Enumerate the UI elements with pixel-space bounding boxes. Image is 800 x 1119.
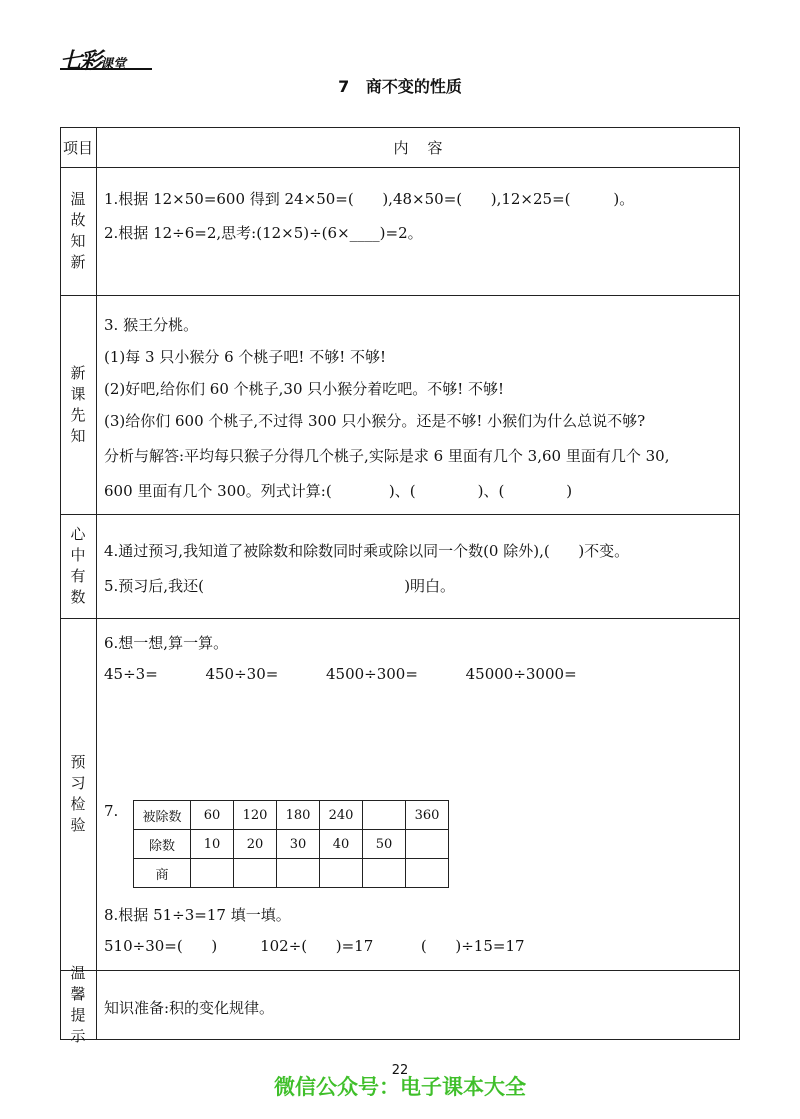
- row-head-dividend: 被除数: [134, 801, 191, 830]
- table-cell: 20: [234, 830, 277, 859]
- table-cell: [363, 859, 406, 888]
- table-cell: 60: [191, 801, 234, 830]
- section-label-review: 温故知新: [70, 190, 86, 271]
- question-3-analysis: 分析与解答:平均每只猴子分得几个桃子,实际是求 6 里面有几个 3,60 里面有几个 30,: [104, 447, 670, 465]
- row-divider: [60, 167, 740, 168]
- table-cell: 30: [277, 830, 320, 859]
- question-7-label: 7.: [104, 802, 119, 820]
- logo-main: 七彩: [60, 49, 101, 74]
- row-divider: [60, 295, 740, 296]
- table-cell: [234, 859, 277, 888]
- table-cell: [320, 859, 363, 888]
- table-cell: [191, 859, 234, 888]
- question-3-part-1: (1)每 3 只小猴分 6 个桃子吧! 不够! 不够!: [104, 348, 387, 366]
- question-8-title: 8.根据 51÷3=17 填一填。: [104, 906, 291, 924]
- question-2: 2.根据 12÷6=2,思考:(12×5)÷(6×____)=2。: [104, 224, 423, 242]
- section-label-tips: 温馨提示: [70, 964, 86, 1045]
- table-cell: 10: [191, 830, 234, 859]
- logo-underline: [60, 68, 152, 70]
- table-cell: 50: [363, 830, 406, 859]
- question-3-title: 3. 猴王分桃。: [104, 316, 199, 334]
- tip-text: 知识准备:积的变化规律。: [104, 999, 275, 1017]
- table-cell: 180: [277, 801, 320, 830]
- table-cell: [277, 859, 320, 888]
- section-label-understanding: 心中有数: [70, 525, 86, 606]
- question-5: 5.预习后,我还( )明白。: [104, 577, 456, 595]
- question-3-part-3: (3)给你们 600 个桃子,不过得 300 只小猴分。还是不够! 小猴们为什么总说不够?: [104, 412, 646, 430]
- table-cell: 40: [320, 830, 363, 859]
- table-row: [134, 801, 449, 830]
- table-cell: [406, 830, 449, 859]
- section-label-check: 预习检验: [70, 753, 86, 834]
- header-content: 内 容: [393, 138, 443, 157]
- division-table: [133, 800, 449, 888]
- table-row: [134, 830, 449, 859]
- table-cell: 360: [406, 801, 449, 830]
- question-3-part-2: (2)好吧,给你们 60 个桃子,30 只小猴分着吃吧。不够! 不够!: [104, 380, 505, 398]
- section-label-new-lesson: 新课先知: [70, 363, 86, 445]
- question-4: 4.通过预习,我知道了被除数和除数同时乘或除以同一个数(0 除外),( )不变。: [104, 542, 630, 560]
- table-cell: 240: [320, 801, 363, 830]
- header-item: 项目: [62, 138, 93, 157]
- question-3-calculation: 600 里面有几个 300。列式计算:( )、( )、( ): [104, 482, 573, 500]
- row-divider: [60, 970, 740, 971]
- row-divider: [60, 514, 740, 515]
- column-divider: [96, 127, 97, 1040]
- table-cell: [363, 801, 406, 830]
- row-head-quotient: 商: [134, 859, 191, 888]
- question-1: 1.根据 12×50=600 得到 24×50=( ),48×50=( ),12×25=( )。: [104, 190, 635, 208]
- page-number: 22: [391, 1063, 409, 1078]
- table-cell: [406, 859, 449, 888]
- page-title: 7 商不变的性质: [338, 77, 462, 96]
- question-6-title: 6.想一想,算一算。: [104, 634, 229, 652]
- logo-sub: 课堂: [100, 57, 127, 72]
- question-6-problems: 45÷3= 450÷30= 4500÷300= 45000÷3000=: [104, 665, 577, 683]
- table-cell: 120: [234, 801, 277, 830]
- row-divider: [60, 618, 740, 619]
- table-row: [134, 859, 449, 888]
- brand-logo: [60, 44, 152, 74]
- row-head-divisor: 除数: [134, 830, 191, 859]
- question-8-problems: 510÷30=( ) 102÷( )=17 ( )÷15=17: [104, 937, 525, 955]
- watermark: 微信公众号：电子课本大全: [274, 1075, 526, 1099]
